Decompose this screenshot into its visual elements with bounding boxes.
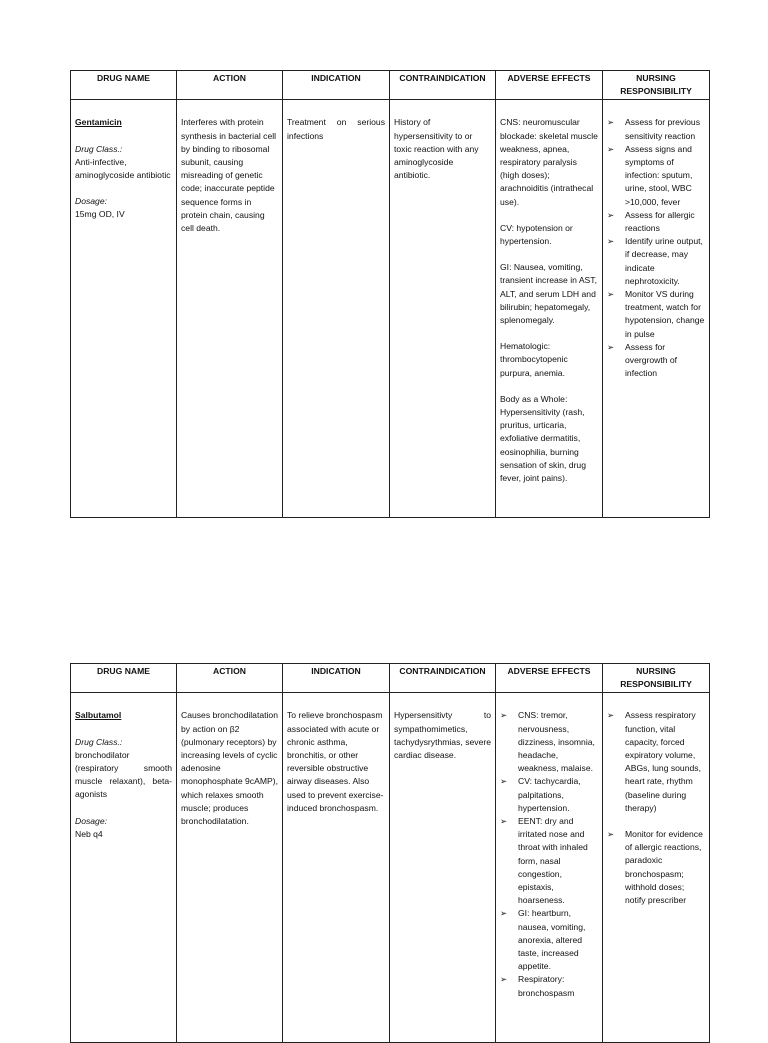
table-header-row [71, 664, 710, 693]
header-adverse-effects: ADVERSE EFFECTS [496, 71, 603, 100]
indication-cell: To relieve bronchospasm associated with acute or chronic asthma, bronchitis, or other reversible obstructive airway diseases. Also used to prevent exercise-induced bronchospasm. [283, 693, 390, 1043]
list-item: ➢ GI: heartburn, nausea, vomiting, anorexia, altered taste, increased appetite. [500, 907, 598, 973]
gentamicin-drug-table [70, 70, 710, 518]
nursing-responsibility-cell [603, 693, 710, 1043]
list-item: ➢ EENT: dry and irritated nose and throat with inhaled form, nasal congestion, epistaxis, hoarseness. [500, 815, 598, 907]
action-cell: Causes bronchodilatation by action on β2 (pulmonary receptors) by increasing levels of cyclic adenosine monophosphate 9cAMP), which relaxes smooth muscle; produces bronchodilatation. [177, 693, 283, 1043]
dosage-label: Dosage: [75, 196, 108, 207]
list-item: ➢ Assess signs and symptoms of infection: sputum, urine, stool, WBC >10,000, fever [607, 143, 705, 209]
list-item: ➢ CNS: tremor, nervousness, dizziness, insomnia, headache, weakness, malaise. [500, 709, 598, 775]
header-action: ACTION [177, 71, 283, 100]
adverse-effect-cv: CV: hypotension or hypertension. [500, 222, 573, 247]
header-indication: INDICATION [283, 664, 390, 693]
header-indication: INDICATION [283, 71, 390, 100]
adverse-effect-cns: CNS: neuromuscular blockade: skeletal muscle weakness, apnea, respiratory paralysis (high doses); arachnoiditis (intrathecal use). [500, 117, 598, 207]
list-item: ➢ Assess for allergic reactions [607, 209, 705, 235]
list-item: ➢ Identify urine output, if decrease, may indicate nephrotoxicity. [607, 235, 705, 288]
list-item: ➢ Assess respiratory function, vital capacity, forced expiratory volume, ABGs, lung sounds, heart rate, rhythm (baseline during therapy) [607, 709, 705, 815]
contraindication-cell: Hypersensitivty to sympathomimetics, tachydysrythmias, severe cardiac disease. [390, 693, 496, 1043]
table-row [71, 100, 710, 518]
drug-class-value: bronchodilator (respiratory smooth muscle relaxant), beta-agonists [75, 749, 172, 800]
adverse-effect-hematologic: Hematologic: thrombocytopenic purpura, anemia. [500, 341, 568, 378]
header-adverse-effects: ADVERSE EFFECTS [496, 664, 603, 693]
indication-cell: Treatment on serious infections [283, 100, 390, 518]
dosage-label: Dosage: [75, 815, 108, 826]
list-item: ➢ CV: tachycardia, palpitations, hypertension. [500, 775, 598, 815]
header-contraindication: CONTRAINDICATION [390, 664, 496, 693]
drug-class-label: Drug Class.: [75, 143, 123, 154]
list-item: ➢ Respiratory: bronchospasm [500, 973, 598, 999]
adverse-effect-body: Body as a Whole: Hypersensitivity (rash, pruritus, urticaria, exfoliative dermatitis, eosinophilia, burning sensation of skin, drug fever, joint pains). [500, 393, 586, 484]
dosage-value: Neb q4 [75, 828, 103, 839]
adverse-effects-cell [496, 100, 603, 518]
header-drug-name: DRUG NAME [71, 664, 177, 693]
drug-name-cell [71, 693, 177, 1043]
list-item: ➢ Assess for overgrowth of infection [607, 341, 705, 381]
salbutamol-drug-table [70, 663, 710, 1043]
drug-class-value: Anti-infective, aminoglycoside antibiotic [75, 156, 171, 181]
list-item: ➢ Monitor for evidence of allergic reactions, paradoxic bronchospasm; withhold doses; notify prescriber [607, 828, 705, 907]
header-contraindication: CONTRAINDICATION [390, 71, 496, 100]
contraindication-cell: History of hypersensitivity to or toxic reaction with any aminoglycoside antibiotic. [390, 100, 496, 518]
adverse-effect-gi: GI: Nausea, vomiting, transient increase in AST, ALT, and serum LDH and bilirubin; hepatomegaly, splenomegaly. [500, 262, 597, 326]
drug-name-cell [71, 100, 177, 518]
drug-name: Gentamicin [75, 117, 122, 128]
dosage-value: 15mg OD, IV [75, 209, 125, 220]
action-cell: Interferes with protein synthesis in bacterial cell by binding to ribosomal subunit, causing misreading of genetic code; inaccurate peptide sequence forms in protein chain, causing cell death. [177, 100, 283, 518]
nursing-list [607, 116, 705, 380]
adverse-effects-cell [496, 693, 603, 1043]
table-row [71, 693, 710, 1043]
nursing-list [607, 709, 705, 907]
drug-class-label: Drug Class.: [75, 736, 123, 747]
header-action: ACTION [177, 664, 283, 693]
header-nursing-responsibility: NURSING RESPONSIBILITY [603, 71, 710, 100]
drug-name: Salbutamol [75, 710, 122, 721]
list-item: ➢ Assess for previous sensitivity reaction [607, 116, 705, 142]
header-drug-name: DRUG NAME [71, 71, 177, 100]
nursing-responsibility-cell [603, 100, 710, 518]
table-header-row [71, 71, 710, 100]
header-nursing-responsibility: NURSING RESPONSIBILITY [603, 664, 710, 693]
list-item: ➢ Monitor VS during treatment, watch for hypotension, change in pulse [607, 288, 705, 341]
adverse-effects-list [500, 709, 598, 999]
